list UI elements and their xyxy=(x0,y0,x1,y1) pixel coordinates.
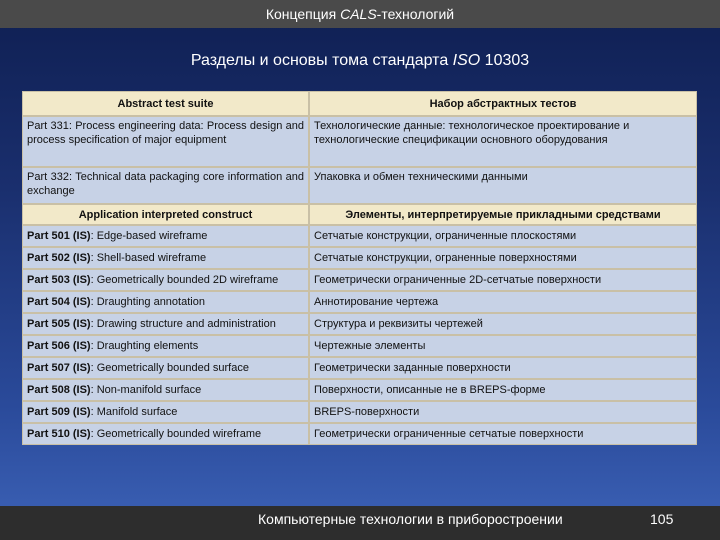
table-cell-right: Геометрически ограниченные 2D-сетчатые поверхности xyxy=(309,269,697,291)
table-cell-right: Сетчатые конструкции, ограниченные плоскостями xyxy=(309,225,697,247)
header-cell-aic-ru: Элементы, интерпретируемые прикладными средствами xyxy=(309,204,697,225)
table-cell-right: Технологические данные: технологическое проектирование и технологические спецификации основного оборудования xyxy=(309,116,697,167)
header-bar xyxy=(0,0,720,28)
table-cell-left: Part 332: Technical data packaging core information and exchange xyxy=(22,167,309,204)
table-cell-right: Геометрически ограниченные сетчатые поверхности xyxy=(309,423,697,445)
table-cell-right: Сетчатые конструкции, ограненные поверхностями xyxy=(309,247,697,269)
table-cell-right: Геометрически заданные поверхности xyxy=(309,357,697,379)
footer-text: Компьютерные технологии в приборостроении xyxy=(258,511,563,527)
table-cell-right: Поверхности, описанные не в BREPS-форме xyxy=(309,379,697,401)
slide-title-suffix: 10303 xyxy=(480,52,530,69)
table-cell-left: Part 503 (IS): Geometrically bounded 2D wireframe xyxy=(22,269,309,291)
table-cell-left: Part 506 (IS): Draughting elements xyxy=(22,335,309,357)
header-cell-abstract-ru: Набор абстрактных тестов xyxy=(309,91,697,116)
table-cell-right: Упаковка и обмен техническими данными xyxy=(309,167,697,204)
page-number: 105 xyxy=(650,511,674,527)
standards-table xyxy=(22,91,697,440)
slide-title-prefix: Разделы и основы тома стандарта xyxy=(190,52,453,69)
table-cell-left: Part 510 (IS): Geometrically bounded wireframe xyxy=(22,423,309,445)
table-cell-left: Part 507 (IS): Geometrically bounded surface xyxy=(22,357,309,379)
table-cell-left: Part 509 (IS): Manifold surface xyxy=(22,401,309,423)
table-cell-left: Part 508 (IS): Non-manifold surface xyxy=(22,379,309,401)
table-cell-right: Структура и реквизиты чертежей xyxy=(309,313,697,335)
table-cell-right: BREPS-поверхности xyxy=(309,401,697,423)
header-title-italic: CALS xyxy=(340,6,377,22)
header-cell-aic: Application interpreted construct xyxy=(22,204,309,225)
header-title-prefix: Концепция xyxy=(265,6,341,22)
table-cell-right: Чертежные элементы xyxy=(309,335,697,357)
table-cell-left: Part 502 (IS): Shell-based wireframe xyxy=(22,247,309,269)
slide-title-italic: ISO xyxy=(452,52,481,69)
header-cell-abstract: Abstract test suite xyxy=(22,91,309,116)
table-cell-left: Part 505 (IS): Drawing structure and administration xyxy=(22,313,309,335)
slide-title xyxy=(0,52,720,70)
table-cell-left: Part 501 (IS): Edge-based wireframe xyxy=(22,225,309,247)
table-cell-right: Аннотирование чертежа xyxy=(309,291,697,313)
header-title-suffix: -технологий xyxy=(376,6,455,22)
table-cell-left: Part 504 (IS): Draughting annotation xyxy=(22,291,309,313)
table-cell-left: Part 331: Process engineering data: Process design and process specification of major equipment xyxy=(22,116,309,167)
